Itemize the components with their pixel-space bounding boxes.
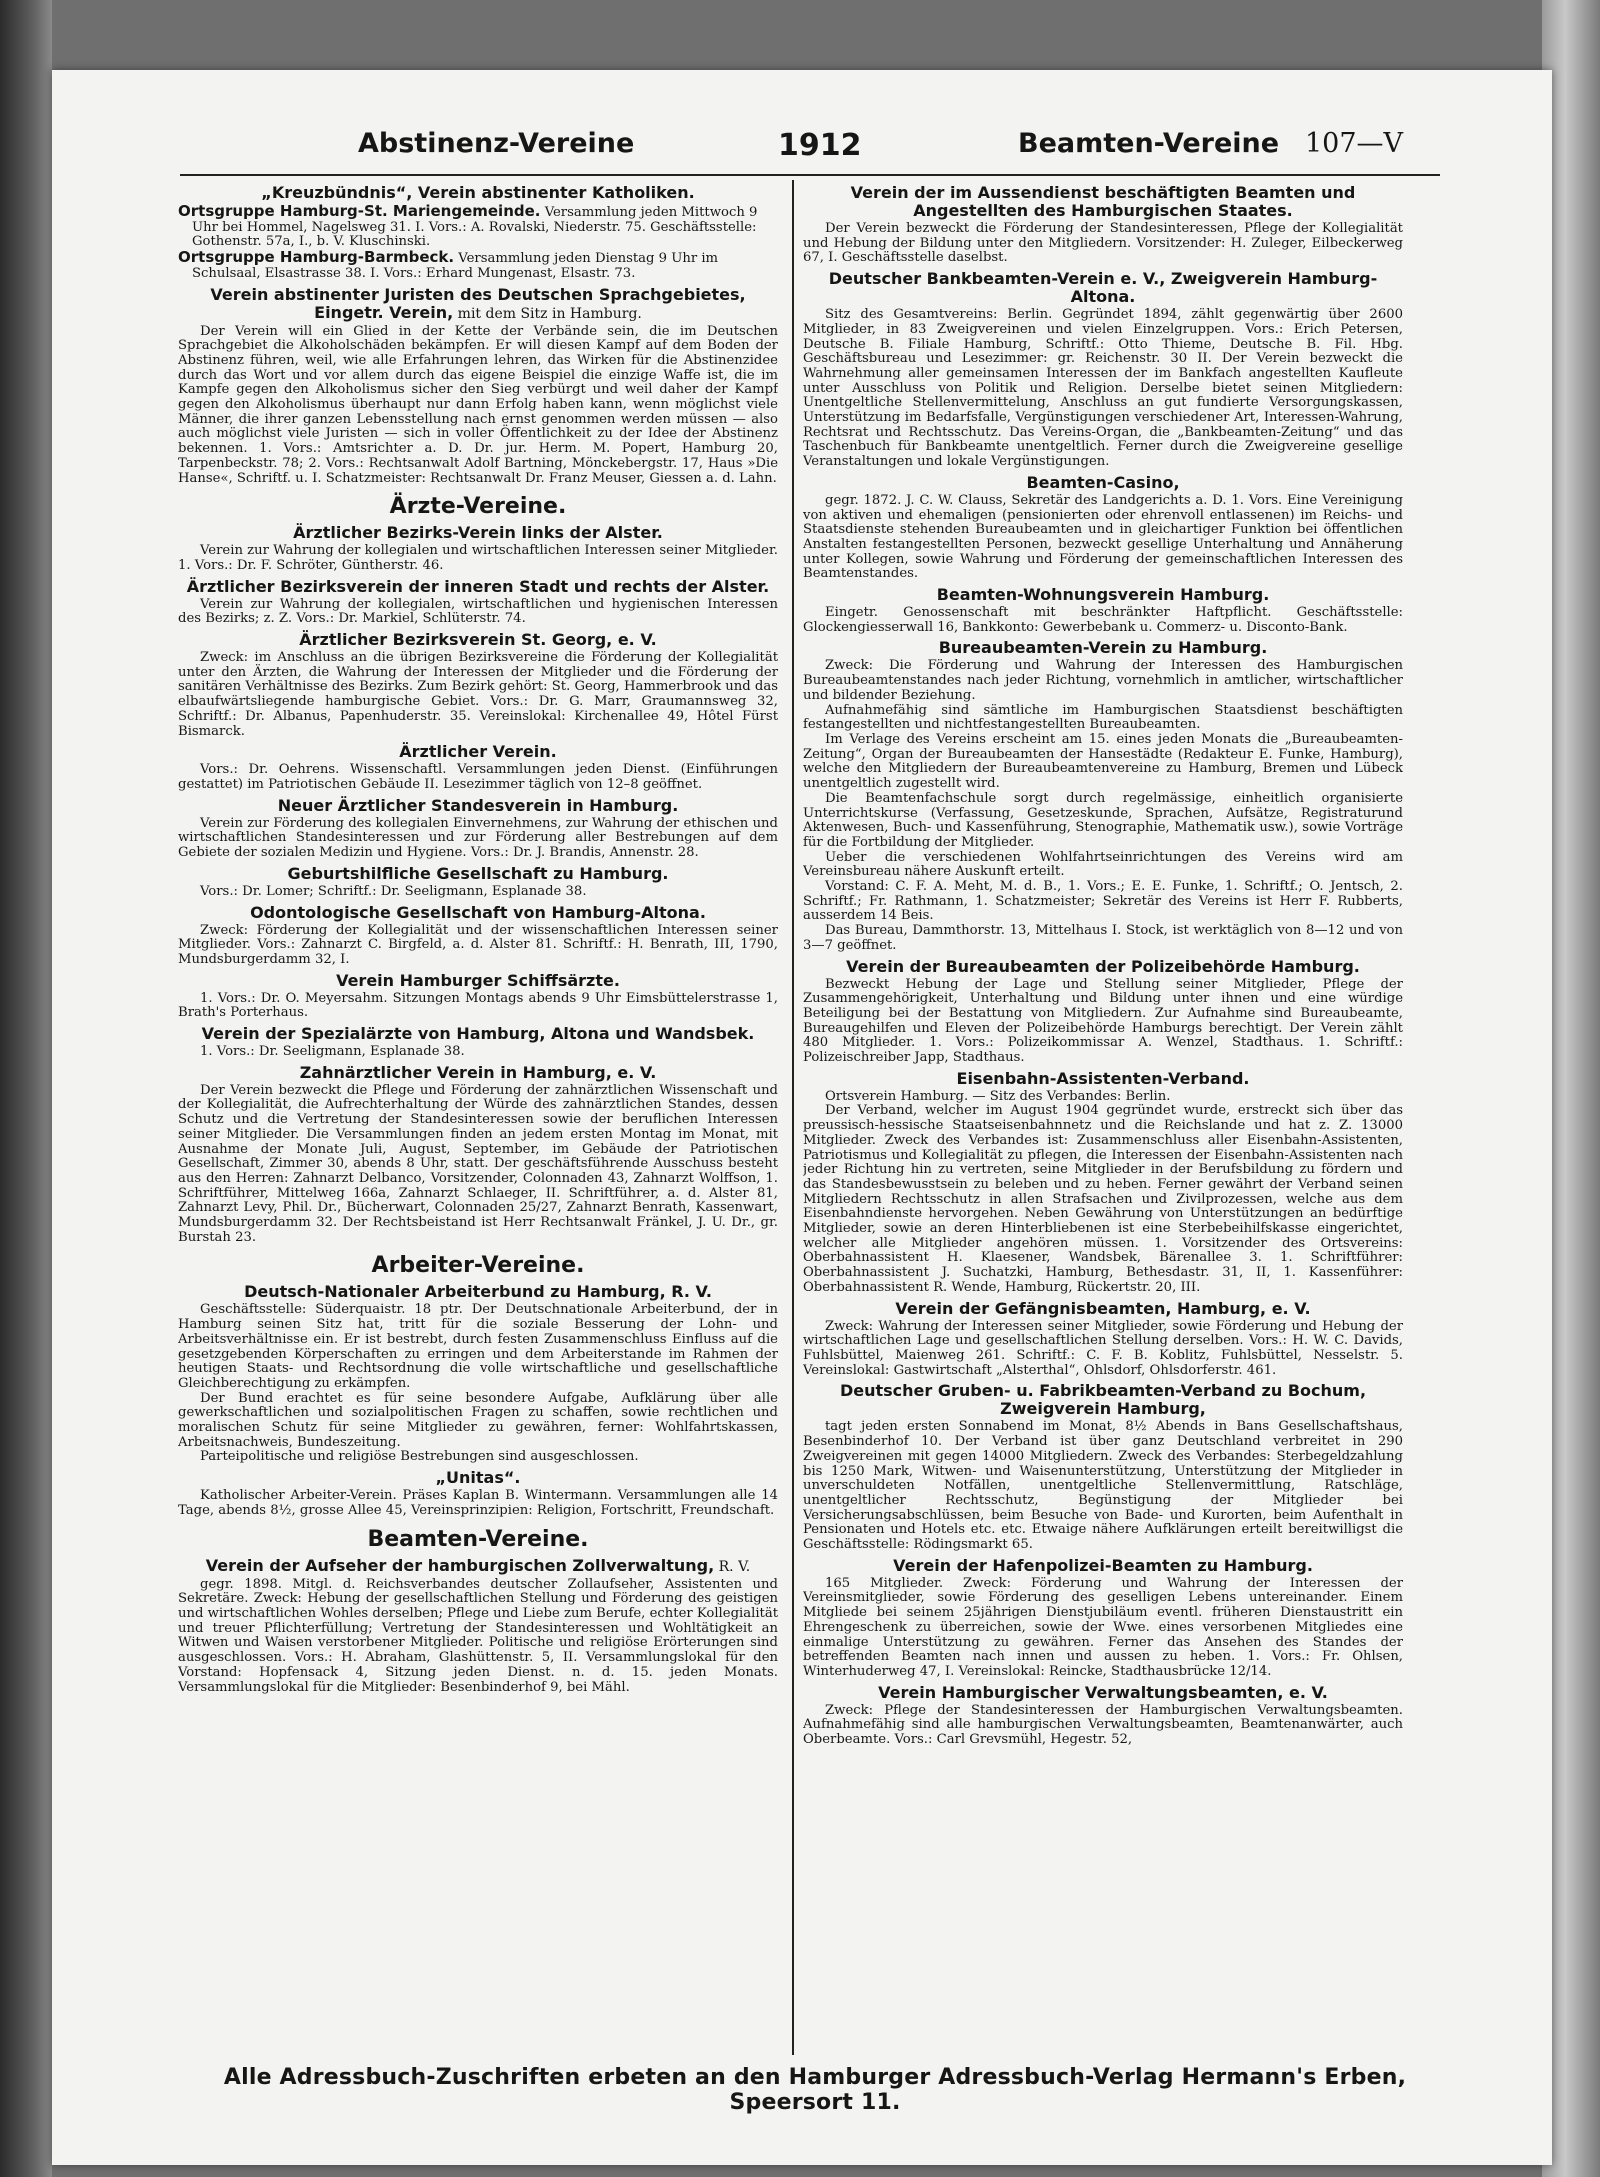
entry-body: Der Verband, welcher im August 1904 gegründet wurde, erstreckt sich über das preussisch-hessische Staatseisenbahnnetz und die Reichslande und hat z. Z. 13000 Mitglieder. Zweck des Verbandes ist: Zusammenschluss aller Eisenbahn-Assistenten, Patriotismus und Kollegialität zu pflegen, die Interessen der Eisenbahn-Assistenten nach jeder Richtung hin zu vertreten, seine Mitglieder in der Berufsbildung zu fördern und das Standesbewusstsein zu beleben und zu heben. Ferner gewährt der Verband seinen Mitgliedern Rechtsschutz in allen Strafsachen und Zivilprozessen, welche aus dem Eisenbahndienste hervorgehen. Neben Gewährung von Unterstützungen an bedürftige Mitglieder, sowie an deren Hinterbliebenen ist eine Sterbebeihilfskasse eingerichtet, welcher alle Mitglieder angehören müssen. 1. Vorsitzender des Ortsvereins: Oberbahnassistent H. Klaesener, Wandsbek, Bärenallee 3. 1. Schriftführer: Oberbahnassistent J. Suchatzki, Hamburg, Bethesdastr. 31, II, 1. Kassenführer: Oberbahnassistent R. Wende, Hamburg, Rückertstr. 20, III.	[803, 1103, 1403, 1295]
entry-body: Zweck: Pflege der Standesinteressen der Hamburgischen Verwaltungsbeamten. Aufnahmefähig sind alle hamburgischen Verwaltungsbeamten, Beamtenanwärter, auch Oberbeamte. Vors.: Carl Grevsmühl, Hegestr. 52,	[803, 1702, 1403, 1748]
section-heading: Ärzte-Vereine.	[389, 494, 567, 520]
entry-title	[178, 865, 778, 883]
entry-title	[178, 524, 778, 542]
entry-title	[803, 639, 1403, 657]
entry-body: Verein zur Wahrung der kollegialen, wirtschaftlichen und hygienischen Interessen des Bezirks; z. Z. Vors.: Dr. Markiel, Schlüterstr. 74.	[178, 596, 778, 627]
entry-body: Vorstand: C. F. A. Meht, M. d. B., 1. Vors.; E. E. Funke, 1. Schriftf.; O. Jentsch, 2. Schriftf.; Fr. Rathmann, 1. Schatzmeister; Sekretär des Vereins ist Herr F. Rubberts, ausserdem 14 Beis.	[803, 879, 1403, 924]
entry-body: tagt jeden ersten Sonnabend im Monat, 8½ Abends in Bans Gesellschaftshaus, Besenbinderhof 10. Der Verband ist über ganz Deutschland verbreitet in 290 Zweigvereinen mit gegen 14000 Mitgliedern. Zweck des Verbandes: Sterbegeldzahlung bis 1250 Mark, Witwen- und Waisenunterstützung, Unterstützung der Mitglieder in unverschuldeten Notfällen, unentgeltliche Stellenvermittlung, Ratschläge, unentgeltlicher Rechtsschutz, Begünstigung der Mitglieder bei Versicherungsabschlüssen, beim Besuche von Bade- und Kurorten, beim Aufenthalt in Pensionaten und Hotels etc. etc. Etwaige nähere Aufklärungen erteilt bereitwilligst die Geschäftsstelle: Rödingsmarkt 65.	[803, 1419, 1403, 1553]
entry-title-text: Beamten-Wohnungsverein Hamburg.	[936, 585, 1270, 605]
entry-title-text: Verein Hamburgischer Verwaltungsbeamten, e. V.	[878, 1682, 1328, 1702]
entry-title-text: Deutscher Gruben- u. Fabrikbeamten-Verband zu Bochum, Zweigverein Hamburg,	[839, 1381, 1367, 1419]
header-left-category: Abstinenz-Vereine	[358, 128, 635, 159]
entry-body: Der Verein bezweckt die Pflege und Förderung der zahnärztlichen Wissenschaft und der Kollegialität, die Aufrechterhaltung der Würde des zahnärztlichen Standes, dessen Schutz und die Vertretung der Standesinteressen sowie der beruflichen Interessen seiner Mitglieder. Die Versammlungen finden an jedem ersten Montag im Monat, mit Ausnahme der Monate Juli, August, September, im Gebäude der Patriotischen Gesellschaft, Zimmer 30, abends 8 Uhr, statt. Der geschäftsführende Ausschuss besteht aus den Herren: Zahnarzt Delbanco, Vorsitzender, Colonnaden 43, Zahnarzt Wolffson, 1. Schriftführer, Mittelweg 166a, Zahnarzt Schlaeger, II. Schriftführer, a. d. Alster 81, Zahnarzt Levy, Phil. Dr., Bücherwart, Colonnaden 25/27, Zahnarzt Benrath, Kassenwart, Mundsburgerdamm 32. Der Rechtsbeistand ist Herr Rechtsanwalt Fränkel, J. U. Dr., gr. Burstah 23.	[178, 1082, 778, 1245]
entry-title-text: Geburtshilfliche Gesellschaft zu Hamburg.	[287, 863, 669, 883]
entry-title	[803, 1557, 1403, 1575]
entry-title-text: Verein der Bureaubeamten der Polizeibehörde Hamburg.	[846, 956, 1360, 976]
entry-body: Vors.: Dr. Lomer; Schriftf.: Dr. Seeligmann, Esplanade 38.	[200, 883, 587, 899]
entry-body: Verein zur Förderung des kollegialen Einvernehmens, zur Wahrung der ethischen und wirtschaftlichen Standesinteressen und zur Förderung aller Bestrebungen auf dem Gebiete der sozialen Medizin und Hygiene. Vors.: Dr. J. Brandis, Annenstr. 28.	[178, 815, 778, 861]
entry-body: Eingetr. Genossenschaft mit beschränkter Haftpflicht. Geschäftsstelle: Glockengiesserwall 16, Bankkonto: Gewerbebank u. Commerz- u. Disconto-Bank.	[803, 605, 1403, 635]
entry-title	[178, 797, 778, 815]
section-heading: Beamten-Vereine.	[367, 1526, 589, 1552]
entry-body: Die Beamtenfachschule sorgt durch regelmässige, einheitlich organisierte Unterrichtskurse (Verfassung, Gesetzeskunde, Sprachen, Aufsätze, Registraturund Aktenwesen, Buch- und Kassenführung, Stenographie, Mathematik usw.), sowie Vorträge für die Fortbildung der Mitglieder.	[803, 790, 1403, 850]
entry-body: Zweck: Wahrung der Interessen seiner Mitglieder, sowie Förderung und Hebung der wirtschaftlichen Lage und gesellschaftlichen Stellung derselben. Vors.: H. W. C. Davids, Fuhlsbüttel, Maienweg 261. Schriftf.: C. F. B. Koblitz, Fuhlsbüttel, Nesselstr. 5. Vereinslokal: Gastwirtschaft „Alsterthal“, Ohlsdorf, Ohlsdorferstr. 461.	[803, 1318, 1403, 1378]
subgroup-entry	[178, 204, 778, 250]
entry-body: Ueber die verschiedenen Wohlfahrtseinrichtungen des Vereins wird am Vereinsbureau nähere Auskunft erteilt.	[803, 849, 1403, 880]
entry-body: Zweck: Die Förderung und Wahrung der Interessen des Hamburgischen Bureaubeamtenstandes nach jeder Richtung, vornehmlich in amtlicher, wirtschaftlicher und bildender Beziehung.	[803, 658, 1403, 703]
header-year: 1912	[778, 128, 862, 163]
entry-title-text: Neuer Ärztlicher Standesverein in Hamburg.	[277, 795, 679, 815]
entry-title	[803, 1382, 1403, 1418]
entry-title	[803, 1300, 1403, 1318]
entry-title	[803, 958, 1403, 976]
entry-body: Verein zur Wahrung der kollegialen und wirtschaftlichen Interessen seiner Mitglieder. 1. Vors.: Dr. F. Schröter, Güntherstr. 46.	[178, 543, 778, 573]
entry-title	[803, 1684, 1403, 1702]
entry-body: 1. Vors.: Dr. O. Meyersahm. Sitzungen Montags abends 9 Uhr Eimsbüttelerstrasse 1, Brath's Porterhaus.	[178, 990, 778, 1021]
entry-body: Das Bureau, Dammthorstr. 13, Mittelhaus I. Stock, ist werktäglich von 8—12 und von 3—7 geöffnet.	[803, 923, 1403, 953]
entry-body: Vors.: Dr. Oehrens. Wissenschaftl. Versammlungen jeden Dienst. (Einführungen gestattet) im Patriotischen Gebäude II. Lesezimmer täglich von 12–8 geöffnet.	[178, 762, 778, 792]
entry-title-text: Verein abstinenter Juristen des Deutschen Sprachgebietes, Eingetr. Verein,	[210, 284, 746, 322]
entry-body: Ortsverein Hamburg. — Sitz des Verbandes: Berlin.	[825, 1088, 1171, 1104]
scan-left-edge	[0, 0, 52, 2177]
subgroup-name: Ortsgruppe Hamburg-Barmbeck.	[178, 248, 455, 267]
entry-title-text: Verein der Hafenpolizei-Beamten zu Hamburg.	[893, 1555, 1313, 1575]
subgroup-details: Versammlung jeden Mittwoch 9 Uhr bei Hommel, Nagelsweg 31. I. Vors.: A. Rovalski, Niederstr. 75. Geschäftsstelle: Gothenstr. 57a, I., b. V. Kluschinski.	[192, 205, 758, 250]
left-column	[178, 180, 778, 2050]
subgroup-entry	[178, 250, 778, 281]
header-right-category: Beamten-Vereine	[1018, 128, 1280, 159]
entry-title-tail: R. V.	[714, 1558, 751, 1575]
entry-title	[178, 1557, 778, 1576]
entry-title	[178, 184, 778, 202]
entry-body: Zweck: Förderung der Kollegialität und der wissenschaftlichen Interessen seiner Mitglieder. Vors.: Zahnarzt C. Birgfeld, a. d. Alster 81. Schriftf.: H. Benrath, III, 1790, Mundsburgerdamm 32, I.	[178, 922, 778, 967]
entry-title-text: Verein der Gefängnisbeamten, Hamburg, e. V.	[895, 1298, 1311, 1318]
entry-title-text: Ärztlicher Bezirks-Verein links der Alster.	[293, 523, 663, 543]
subgroup-details: Versammlung jeden Dienstag 9 Uhr im Schulsaal, Elsastrasse 38. I. Vors.: Erhard Mungenast, Elsastr. 73.	[192, 251, 719, 281]
entry-body: Im Verlage des Vereins erscheint am 15. eines jeden Monats die „Bureaubeamten-Zeitung“, Organ der Bureaubeamten der Hansestädte (Redakteur E. Funke, Hamburg), welche den Mitgliedern der Bureaubeamtenvereine zu Hamburg, Bremen und Lübeck unentgeltlich zugestellt wird.	[803, 731, 1403, 792]
entry-title	[178, 972, 778, 990]
entry-title	[803, 586, 1403, 604]
entry-title-text: Verein der im Aussendienst beschäftigten Beamten und Angestellten des Hamburgischen Staates.	[850, 183, 1356, 220]
entry-title-text: Deutscher Bankbeamten-Verein e. V., Zweigverein Hamburg-Altona.	[828, 269, 1378, 307]
entry-title	[178, 743, 778, 761]
entry-title-text: Verein der Aufseher der hamburgischen Zollverwaltung,	[205, 1555, 715, 1575]
entry-body: Aufnahmefähig sind sämtliche im Hamburgischen Staatsdienst beschäftigten festangestellten und nichtfestangestellten Bureaubeamten.	[803, 702, 1403, 733]
entry-title-text: Verein Hamburger Schiffsärzte.	[336, 970, 620, 990]
entry-title	[803, 270, 1403, 306]
header-rule	[180, 174, 1440, 176]
footer-notice: Alle Adressbuch-Zuschriften erbeten an den Hamburger Adressbuch-Verlag Hermann's Erben, Speersort 11.	[223, 2065, 1407, 2115]
entry-title	[178, 578, 778, 596]
entry-title	[178, 1469, 778, 1487]
entry-body: gegr. 1898. Mitgl. d. Reichsverbandes deutscher Zollaufseher, Assistenten und Sekretäre. Zweck: Hebung der gesellschaftlichen Stellung und Förderung des geistigen und wirtschaftlichen Wohles derselben; Pflege und Liebe zum Berufe, echter Kollegialität und treuer Pflichterfüllung; Vertretung der Standesinteressen und Wohltätigkeit an Witwen und Waisen verstorbener Mitglieder. Politische und religiöse Erörterungen sind ausgeschlossen. Vors.: H. Abraham, Glashüttenstr. 5, II. Versammlungslokal für den Vorstand: Hopfensack 4, Sitzung jeden Dienst. n. d. 15. jeden Monats. Versammlungslokal für die Mitglieder: Besenbinderhof 9, bei Mähl.	[178, 1576, 778, 1695]
entry-title-text: Zahnärztlicher Verein in Hamburg, e. V.	[299, 1062, 657, 1082]
entry-title	[803, 184, 1403, 220]
entry-body: gegr. 1872. J. C. W. Clauss, Sekretär des Landgerichts a. D. 1. Vors. Eine Vereinigung von aktiven und ehemaligen (pensionierten oder ehrenvoll entlassenen) im Reichs- und Staatsdienste stehenden Bureaubeamten und in gleichartiger Funktion bei öffentlichen Anstalten festangestellten Personen, bezweckt gesellige Unterhaltung und Annäherung unter Kollegen, sowie Wahrung und Förderung der gemeinschaftlichen Interessen des Beamtenstandes.	[803, 492, 1403, 582]
entry-body: Der Bund erachtet es für seine besondere Aufgabe, Aufklärung über alle gewerkschaftlichen und sozialpolitischen Fragen zu schaffen, sowie rechtlichen und moralischen Schutz für seine Mitglieder zu gewähren, ferner: Wohlfahrtskassen, Arbeitsnachweis, Bundeszeitung.	[178, 1390, 778, 1450]
entry-title-text: Deutsch-Nationaler Arbeiterbund zu Hamburg, R. V.	[244, 1282, 712, 1302]
entry-body: Katholischer Arbeiter-Verein. Präses Kaplan B. Wintermann. Versammlungen alle 14 Tage, abends 8½, grosse Allee 45, Vereinsprinzipien: Religion, Fortschritt, Freundschaft.	[178, 1488, 778, 1518]
entry-title	[803, 474, 1403, 492]
entry-body: 165 Mitglieder. Zweck: Förderung und Wahrung der Interessen der Vereinsmitglieder, sowie Förderung des geselligen Lebens untereinander. Einem Mitgliede bei seinem 25jährigen Dienstjubiläum eventl. früheren Dienstaustritt ein Ehrengeschenk zu überreichen, sowie der Wwe. eines versorbenen Mitgliedes eine einmalige Unterstützung zu gewähren. Ferner das Ansehen des Standes der betreffenden Beamten nach innen und aussen zu heben. 1. Vors.: Fr. Ohlsen, Winterhuderweg 47, I. Vereinslokal: Reincke, Stadthausbrücke 12/14.	[803, 1575, 1403, 1679]
entry-title-text: Odontologische Gesellschaft von Hamburg-Altona.	[250, 902, 706, 922]
entry-title	[178, 631, 778, 649]
entry-title	[178, 1025, 778, 1043]
right-column	[803, 180, 1403, 2050]
entry-body: Der Verein will ein Glied in der Kette der Verbände sein, die im Deutschen Sprachgebiet die Alkoholschäden bekämpfen. Er will diesen Kampf auf dem Boden der Abstinenz führen, weil, wie alle Erfahrungen lehren, das Wirken für die Abstinenzidee durch das Wort und vor allem durch das eigene Beispiel die einzige Waffe ist, die im Kampfe gegen den Alkoholismus sicher den Sieg verbürgt und weil daher der Kampf gegen den Alkoholismus überhaupt nur dann Erfolg haben kann, wenn möglichst viele Männer, die ihrer ganzen Lebensstellung nach ernst genommen werden müssen — also auch möglichst viele Juristen — sich in voller Öffentlichkeit zu der Idee der Abstinenz bekennen. 1. Vors.: Amtsrichter a. D. Dr. jur. Herm. M. Popert, Hamburg 20, Tarpenbeckstr. 78; 2. Vors.: Rechtsanwalt Adolf Bartning, Mönckebergstr. 17, Haus »Die Hanse«, Schriftf. u. I. Schatzmeister: Rechtsanwalt Dr. Franz Meuser, Giessen a. d. Lahn.	[178, 323, 778, 486]
entry-title	[178, 904, 778, 922]
entry-title-text: Beamten-Casino,	[1026, 472, 1180, 492]
entry-title-text: Eisenbahn-Assistenten-Verband.	[956, 1068, 1250, 1088]
entry-body: Bezweckt Hebung der Lage und Stellung seiner Mitglieder, Pflege der Zusammengehörigkeit, Unterhaltung und Bildung unter ihnen und eine würdige Beteiligung bei der Bestattung von Mitgliedern. Zur Aufnahme sind Bureaubeamte, Bureaugehilfen und Eleven der Polizeibehörde Hamburgs berechtigt. Der Verein zählt 480 Mitglieder. 1. Vors.: Polizeikommissar A. Wenzel, Stadthaus. 1. Schriftf.: Polizeischreiber Japp, Stadthaus.	[803, 976, 1403, 1066]
entry-title	[178, 1283, 778, 1301]
entry-body: Zweck: im Anschluss an die übrigen Bezirksvereine die Förderung der Kollegialität unter den Ärzten, die Wahrung der Interessen der Mitglieder und die Förderung der sanitären Verhältnisse des Bezirks. Zum Bezirk gehört: St. Georg, Hammerbrook und das elbaufwärtsliegende hamburgische Gebiet. Vors.: Dr. G. Marr, Graumannsweg 32, Schriftf.: Dr. Albanus, Papenhuderstr. 35. Vereinslokal: Kirchenallee 49, Hôtel Fürst Bismarck.	[178, 650, 778, 739]
entry-title-text: Bureaubeamten-Verein zu Hamburg.	[938, 638, 1268, 658]
subgroup-name: Ortsgruppe Hamburg-St. Mariengemeinde.	[178, 202, 541, 220]
entry-title	[803, 1070, 1403, 1088]
entry-title-text: Ärztlicher Bezirksverein St. Georg, e. V.	[299, 630, 657, 650]
column-divider	[792, 180, 794, 2055]
entry-title-text: Verein der Spezialärzte von Hamburg, Altona und Wandsbek.	[201, 1024, 755, 1044]
entry-body: 1. Vors.: Dr. Seeligmann, Esplanade 38.	[200, 1044, 465, 1060]
page-number: 107—V	[1305, 128, 1404, 159]
entry-title-tail: mit dem Sitz in Hamburg.	[453, 305, 642, 322]
entry-title-text: „Unitas“.	[435, 1468, 521, 1488]
entry-body: Parteipolitische und religiöse Bestrebungen sind ausgeschlossen.	[200, 1449, 639, 1465]
section-heading: Arbeiter-Vereine.	[371, 1253, 585, 1279]
entry-title	[178, 286, 778, 323]
entry-body: Sitz des Gesamtvereins: Berlin. Gegründet 1894, zählt gegenwärtig über 2600 Mitglieder, in 83 Zweigvereinen und vielen Einzelgruppen. Vors.: Erich Petersen, Deutsche B. Filiale Hamburg, Schriftf.: Otto Thieme, Deutsche B. Fil. Hbg. Geschäftsbureau und Lesezimmer: gr. Reichenstr. 30 II. Der Verein bezweckt die Wahrnehmung aller gemeinsamen Interessen der im Bankfach angestellten Kaufleute unter Ausschluss von Politik und Religion. Derselbe bietet seinen Mitgliedern: Unentgeltliche Stellenvermittelung, Anschluss an gut fundierte Versorgungskassen, Unterstützung im Bedarfsfalle, Vergünstigungen verschiedener Art, Interessen-Wahrung, Rechtsrat und Rechtsschutz. Das Vereins-Organ, die „Bankbeamten-Zeitung“ und das Taschenbuch für Bankbeamte unentgeltlich. Ferner durch die Zweigvereine gesellige Veranstaltungen und lokale Vergünstigungen.	[803, 307, 1403, 470]
entry-title-text: „Kreuzbündnis“, Verein abstinenter Katholiken.	[261, 183, 695, 202]
entry-title	[178, 1064, 778, 1082]
entry-body: Der Verein bezweckt die Förderung der Standesinteressen, Pflege der Kollegialität und Hebung der Bildung unter den Mitgliedern. Vorsitzender: H. Zuleger, Eilbeckerweg 67, I. Geschäftsstelle daselbst.	[803, 221, 1403, 266]
entry-title-text: Ärztlicher Bezirksverein der inneren Stadt und rechts der Alster.	[186, 576, 770, 596]
entry-title-text: Ärztlicher Verein.	[399, 742, 557, 762]
entry-body: Geschäftsstelle: Süderquaistr. 18 ptr. Der Deutschnationale Arbeiterbund, der in Hamburg seinen Sitz hat, tritt für die soziale Besserung der Lohn- und Arbeitsverhältnisse ein. Er ist bestrebt, durch festen Zusammenschluss Einfluss auf die gesetzgebenden Körperschaften zu erringen und dem Arbeiterstande im Rahmen der heutigen Staats- und Rechtsordnung die volle wirtschaftliche und gesellschaftliche Gleichberechtigung zu erkämpfen.	[178, 1302, 778, 1391]
page-header	[300, 128, 1450, 168]
